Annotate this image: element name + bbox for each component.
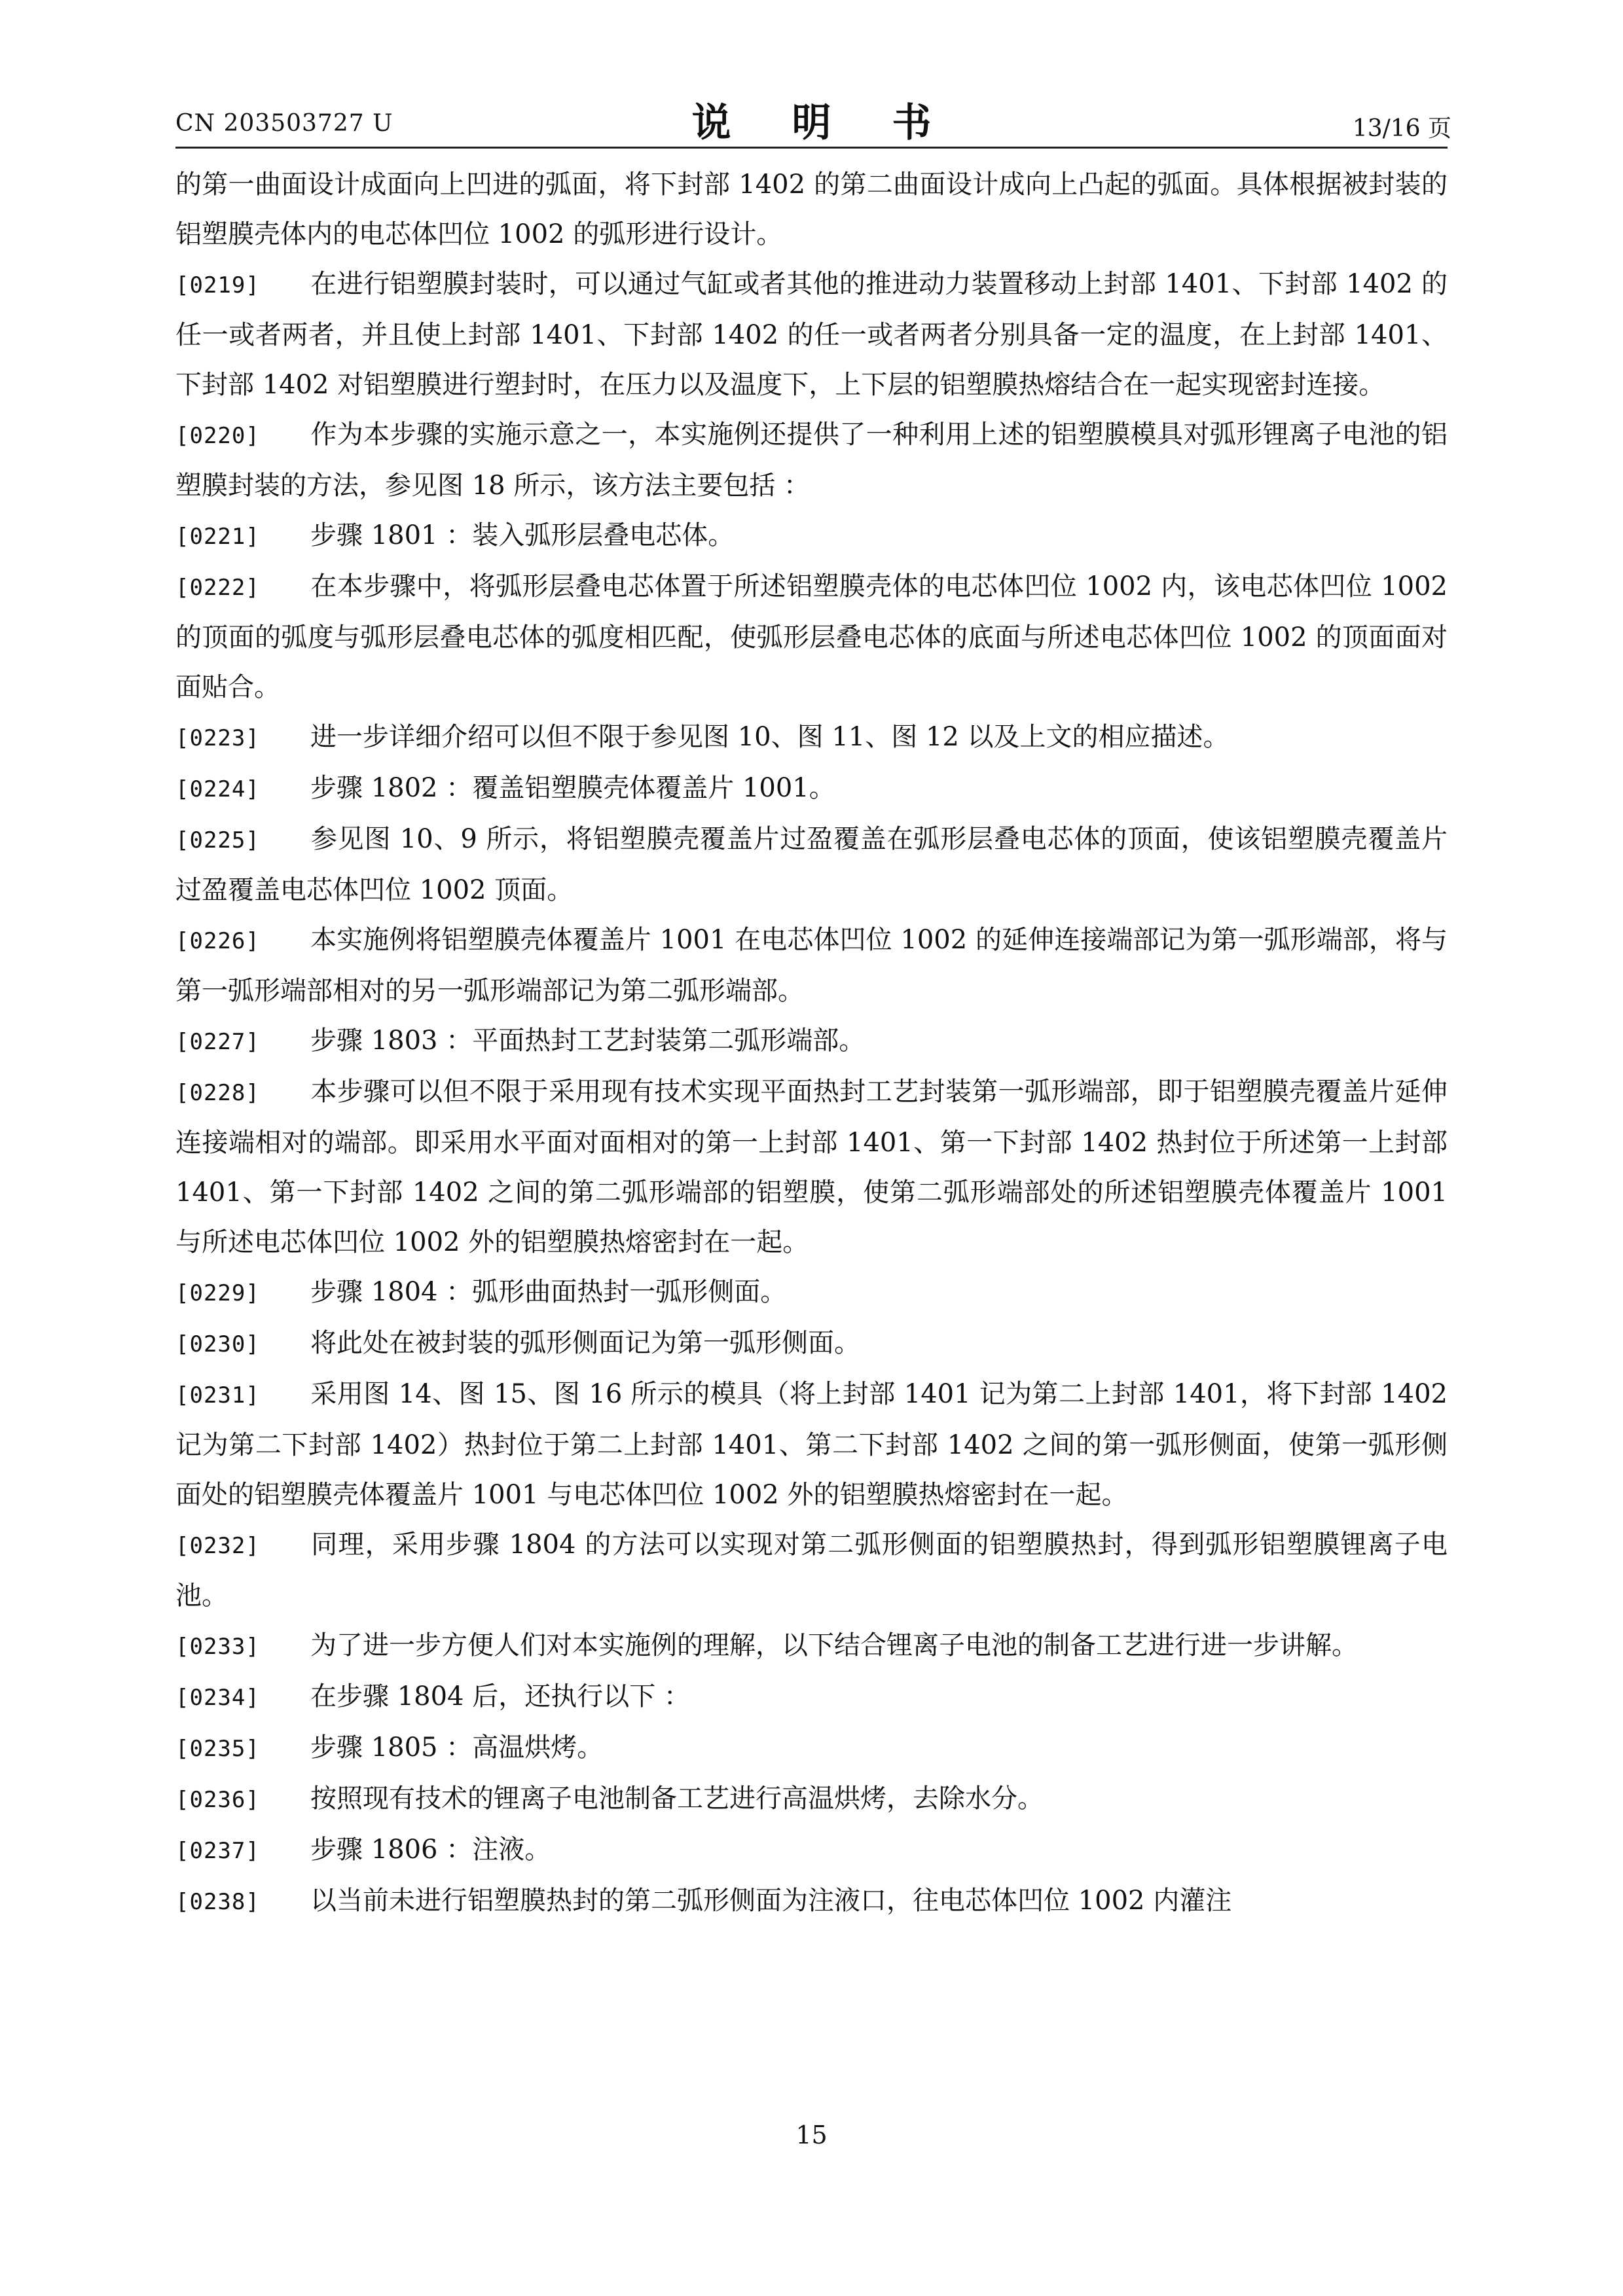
paragraph [175,915,1448,1016]
paragraph-number: [0228] [175,1080,260,1106]
paragraph-number: [0237] [175,1838,260,1864]
paragraph [175,1672,1448,1723]
paragraph-number: [0222] [175,575,260,601]
paragraph-text: 进一步详细介绍可以但不限于参见图 10、图 11、图 12 以及上文的相应描述。 [310,722,1230,752]
paragraph-text: 步骤 1805 ：高温烘烤。 [310,1732,604,1763]
paragraph-text: 在进行铝塑膜封装时，可以通过气缸或者其他的推进动力装置移动上封部 1401、下封部 1402 的任一或者两者，并且使上封部 1401、下封部 1402 的任一或者两者分别具备一定的温度，在上封部 1401、下封部 1402 对铝塑膜进行塑封时，在压力以及温度下，上下层的铝塑膜热熔结合在一起实现密封连接。 [175,269,1448,400]
page-header [0,0,1623,151]
paragraph-number: [0238] [175,1889,260,1915]
paragraph [175,1016,1448,1067]
paragraph-text: 将此处在被封装的弧形侧面记为第一弧形侧面。 [310,1328,860,1358]
paragraph [175,1520,1448,1621]
paragraph [175,259,1448,410]
paragraph-text: 步骤 1802 ：覆盖铝塑膜壳体覆盖片 1001。 [310,773,835,803]
paragraph-text: 本步骤可以但不限于采用现有技术实现平面热封工艺封装第一弧形端部，即于铝塑膜壳覆盖片延伸连接端相对的端部。即采用水平面对面相对的第一上封部 1401、第一下封部 1402 热封位于所述第一上封部 1401、第一下封部 1402 之间的第二弧形端部的铝塑膜，使第二弧形端部处的所述铝塑膜壳体覆盖片 1001 与所述电芯体凹位 1002 外的铝塑膜热熔密封在一起。 [175,1077,1448,1257]
paragraph-text: 本实施例将铝塑膜壳体覆盖片 1001 在电芯体凹位 1002 的延伸连接端部记为第一弧形端部，将与第一弧形端部相对的另一弧形端部记为第二弧形端部。 [175,925,1448,1006]
paragraph-text: 按照现有技术的锂离子电池制备工艺进行高温烘烤，去除水分。 [310,1784,1044,1814]
publication-number: CN 203503727 U [175,110,393,137]
paragraph [175,1723,1448,1774]
paragraph-text: 步骤 1803 ：平面热封工艺封装第二弧形端部。 [310,1026,866,1056]
document-body [175,160,1448,1927]
paragraph-number: [0227] [175,1029,260,1055]
paragraph [175,763,1448,814]
paragraph-text: 同理，采用步骤 1804 的方法可以实现对第二弧形侧面的铝塑膜热封，得到弧形铝塑膜锂离子电池。 [175,1530,1448,1611]
paragraph-number: [0232] [175,1533,260,1559]
page-indicator: 13/16 页 [1352,115,1451,142]
paragraph [175,1876,1448,1927]
header-rule [175,147,1448,149]
paragraph [175,160,1448,259]
paragraph [175,1621,1448,1672]
paragraph-text: 参见图 10、9 所示，将铝塑膜壳覆盖片过盈覆盖在弧形层叠电芯体的顶面，使该铝塑膜壳覆盖片过盈覆盖电芯体凹位 1002 顶面。 [175,824,1448,905]
paragraph [175,814,1448,915]
paragraph-text: 作为本步骤的实施示意之一，本实施例还提供了一种利用上述的铝塑膜模具对弧形锂离子电池的铝塑膜封装的方法，参见图 18 所示，该方法主要包括 ： [175,420,1448,501]
paragraph-text: 步骤 1804 ：弧形曲面热封一弧形侧面。 [310,1277,787,1307]
paragraph-text: 以当前未进行铝塑膜热封的第二弧形侧面为注液口，往电芯体凹位 1002 内灌注 [310,1886,1232,1916]
paragraph-number: [0225] [175,827,260,853]
paragraph-text: 步骤 1801 ：装入弧形层叠电芯体。 [310,520,735,550]
paragraph-number: [0229] [175,1280,260,1306]
paragraph [175,1369,1448,1520]
paragraph-text: 步骤 1806 ：注液。 [310,1835,551,1865]
paragraph [175,1774,1448,1825]
page-number: 15 [795,2121,828,2149]
paragraph-number: [0226] [175,928,260,954]
paragraph-text: 在本步骤中，将弧形层叠电芯体置于所述铝塑膜壳体的电芯体凹位 1002 内，该电芯体凹位 1002 的顶面的弧度与弧形层叠电芯体的弧度相匹配，使弧形层叠电芯体的底面与所述电芯体凹位 1002 的顶面面对面贴合。 [175,571,1448,702]
paragraph-number: [0230] [175,1331,260,1357]
paragraph [175,712,1448,763]
paragraph-text: 的第一曲面设计成面向上凹进的弧面，将下封部 1402 的第二曲面设计成向上凸起的弧面。具体根据被封装的铝塑膜壳体内的电芯体凹位 1002 的弧形进行设计。 [175,170,1448,249]
paragraph [175,410,1448,511]
paragraph-number: [0220] [175,423,260,449]
paragraph-number: [0231] [175,1382,260,1408]
paragraph [175,562,1448,712]
paragraph-number: [0224] [175,776,260,802]
paragraph-number: [0223] [175,725,260,751]
paragraph [175,1267,1448,1318]
document-title: 说 明 书 [691,100,955,146]
paragraph-number: [0235] [175,1736,260,1762]
paragraph-text: 在步骤 1804 后，还执行以下 ： [310,1681,690,1712]
paragraph-number: [0234] [175,1685,260,1711]
paragraph-number: [0233] [175,1634,260,1660]
paragraph-number: [0236] [175,1787,260,1813]
paragraph [175,1825,1448,1876]
paragraph [175,1067,1448,1267]
paragraph [175,1318,1448,1369]
paragraph-number: [0221] [175,524,260,550]
paragraph-text: 为了进一步方便人们对本实施例的理解，以下结合锂离子电池的制备工艺进行进一步讲解。 [310,1630,1358,1660]
paragraph-text: 采用图 14、图 15、图 16 所示的模具（将上封部 1401 记为第二上封部 1401，将下封部 1402 记为第二下封部 1402）热封位于第二上封部 1401、第二下封部 1402 之间的第一弧形侧面，使第一弧形侧面处的铝塑膜壳体覆盖片 1001 与电芯体凹位 1002 外的铝塑膜热熔密封在一起。 [175,1379,1448,1510]
paragraph [175,511,1448,562]
paragraph-number: [0219] [175,272,260,298]
